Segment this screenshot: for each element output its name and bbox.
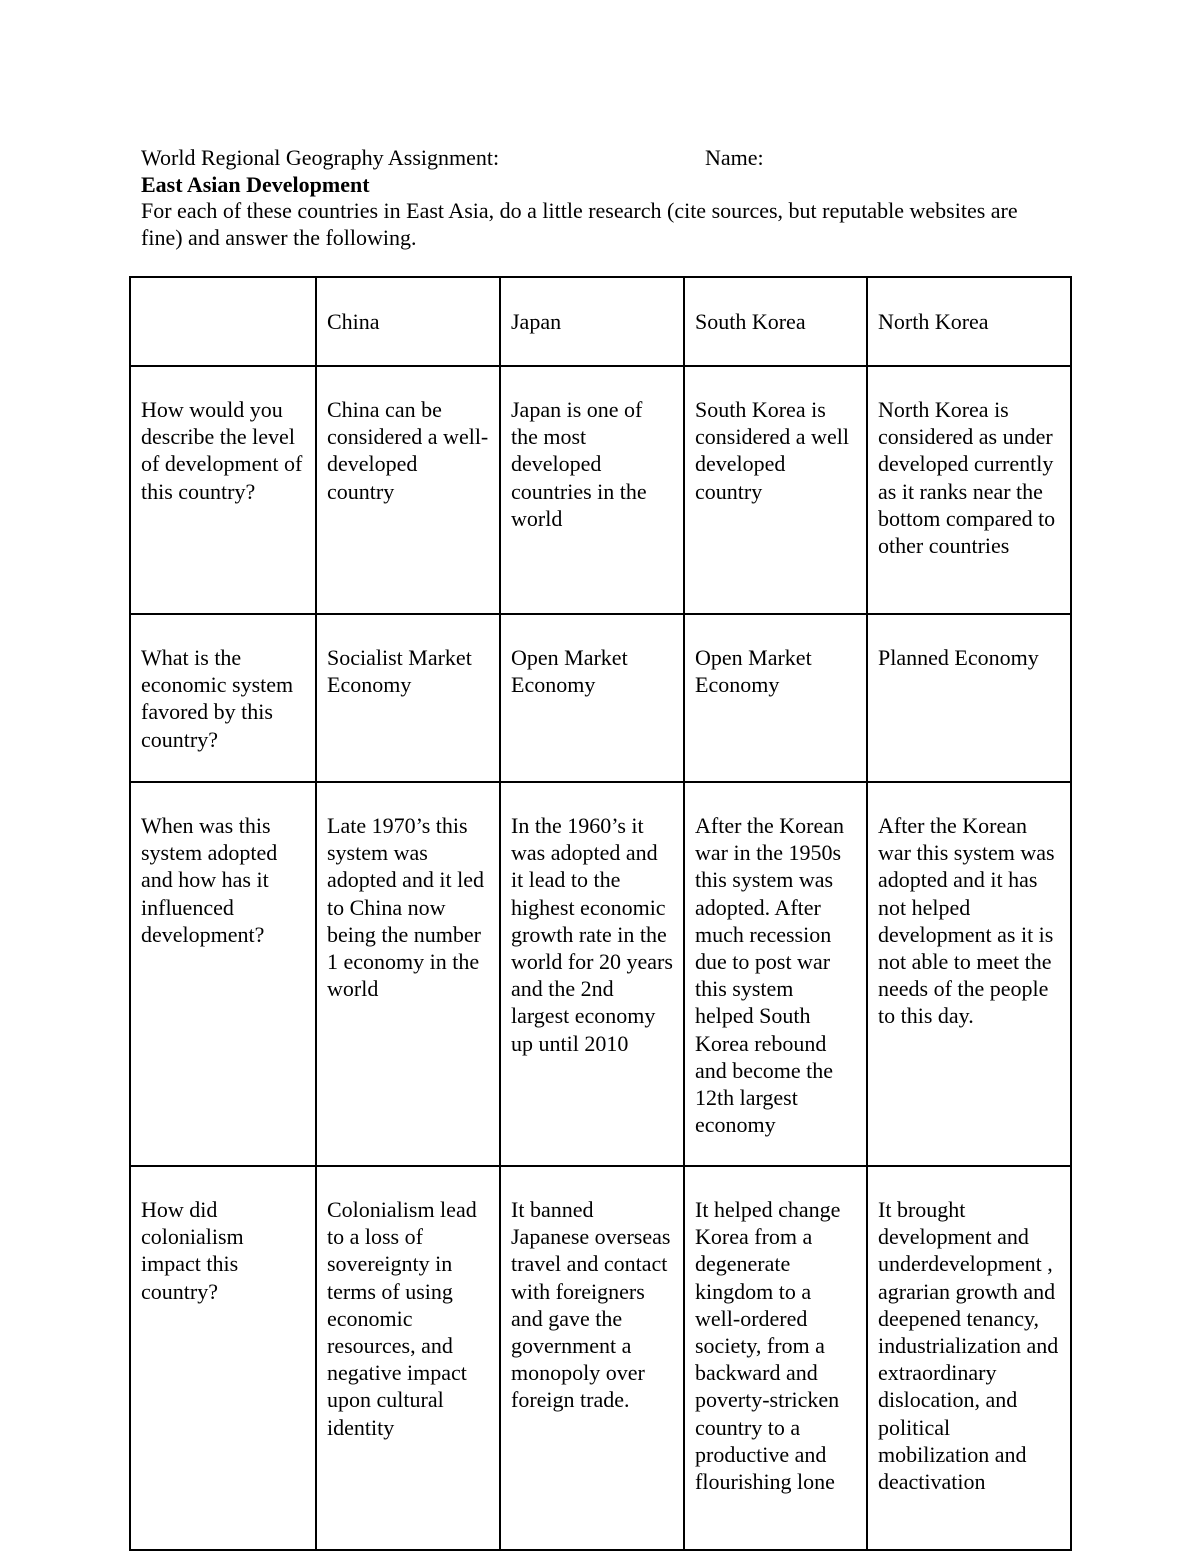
answer-cell-north-korea: After the Korean war this system was adopted and it has not helped development as it is not able to meet the needs of the people to this day. — [867, 782, 1071, 1166]
header-line — [141, 144, 1061, 171]
table-row — [130, 1166, 1071, 1550]
assignment-label: World Regional Geography Assignment: — [141, 145, 500, 170]
answer-cell-china: Socialist Market Economy — [316, 614, 500, 782]
answer-cell-north-korea: Planned Economy — [867, 614, 1071, 782]
answer-cell-china: Colonialism lead to a loss of sovereignty in terms of using economic resources, and negative impact upon cultural identity — [316, 1166, 500, 1550]
header-cell-south-korea: South Korea — [684, 277, 867, 366]
development-table — [129, 276, 1072, 1551]
header-cell-north-korea: North Korea — [867, 277, 1071, 366]
answer-cell-japan: It banned Japanese overseas travel and contact with foreigners and gave the government a monopoly over foreign trade. — [500, 1166, 684, 1550]
answer-cell-north-korea: North Korea is considered as under developed currently as it ranks near the bottom compared to other countries — [867, 366, 1071, 614]
answer-cell-china: Late 1970’s this system was adopted and it led to China now being the number 1 economy in the world — [316, 782, 500, 1166]
question-cell: How would you describe the level of development of this country? — [130, 366, 316, 614]
question-cell: How did colonialism impact this country? — [130, 1166, 316, 1550]
name-label: Name: — [705, 145, 764, 170]
table-row — [130, 366, 1071, 614]
answer-cell-south-korea: After the Korean war in the 1950s this system was adopted. After much recession due to post war this system helped South Korea rebound and become the 12th largest economy — [684, 782, 867, 1166]
table-row — [130, 782, 1071, 1166]
instructions: For each of these countries in East Asia, do a little research (cite sources, but reputable websites are fine) and answer the following. — [141, 198, 1018, 250]
answer-cell-south-korea: Open Market Economy — [684, 614, 867, 782]
table-row — [130, 614, 1071, 782]
document-title: East Asian Development — [141, 172, 370, 197]
answer-cell-south-korea: It helped change Korea from a degenerate kingdom to a well-ordered society, from a backward and poverty-stricken country to a productive and flourishing lone — [684, 1166, 867, 1550]
table-header-row — [130, 277, 1071, 366]
answer-cell-china: China can be considered a well-developed country — [316, 366, 500, 614]
answer-cell-japan: Open Market Economy — [500, 614, 684, 782]
header-cell-china: China — [316, 277, 500, 366]
answer-cell-south-korea: South Korea is considered a well developed country — [684, 366, 867, 614]
header-cell-empty — [130, 277, 316, 366]
header-cell-japan: Japan — [500, 277, 684, 366]
question-cell: When was this system adopted and how has it influenced development? — [130, 782, 316, 1166]
answer-cell-japan: In the 1960’s it was adopted and it lead to the highest economic growth rate in the world for 20 years and the 2nd largest economy up until 2010 — [500, 782, 684, 1166]
answer-cell-north-korea: It brought development and underdevelopment , agrarian growth and deepened tenancy, industrialization and extraordinary dislocation, and political mobilization and deactivation — [867, 1166, 1071, 1550]
answer-cell-japan: Japan is one of the most developed countries in the world — [500, 366, 684, 614]
question-cell: What is the economic system favored by this country? — [130, 614, 316, 782]
